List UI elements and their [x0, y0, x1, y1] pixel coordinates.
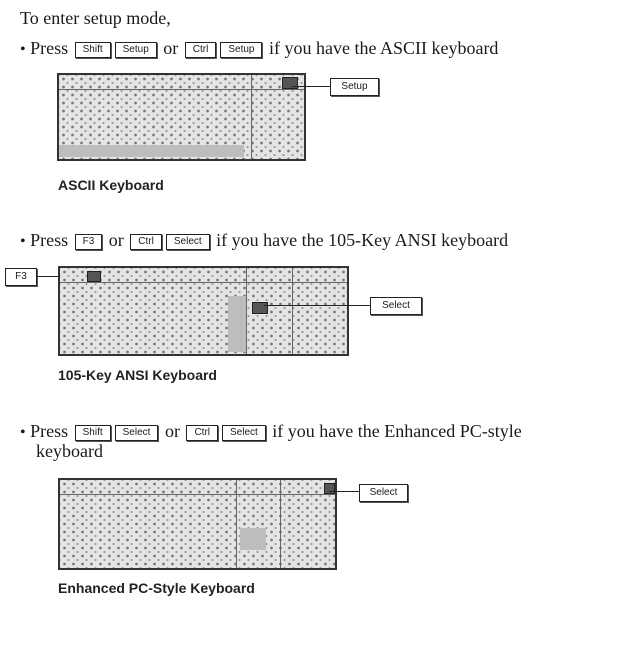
select-callout: Select — [370, 297, 422, 315]
or-label: or — [164, 421, 180, 441]
editing-divider — [246, 268, 247, 354]
ctrl-key: Ctrl — [185, 42, 217, 58]
enhanced-keyboard-caption: Enhanced PC-Style Keyboard — [58, 580, 255, 596]
shift-key: Shift — [75, 425, 111, 441]
f3-callout: F3 — [5, 268, 37, 286]
shaded-block — [228, 296, 246, 352]
enhanced-keyboard-illustration — [58, 478, 337, 570]
select-key: Select — [115, 425, 159, 441]
ansi-keyboard-caption: 105-Key ANSI Keyboard — [58, 367, 217, 383]
press-label: Press — [30, 230, 69, 250]
shift-key: Shift — [75, 42, 111, 58]
keyboard-condition: if you have the Enhanced PC-style — [272, 421, 522, 441]
select-key: Select — [222, 425, 266, 441]
f3-key-highlight — [87, 271, 101, 282]
select-key-highlight — [252, 302, 268, 314]
f3-key: F3 — [75, 234, 103, 250]
arrow-keys-block — [240, 528, 266, 550]
setup-callout: Setup — [330, 78, 379, 96]
bullet: • — [20, 424, 26, 441]
instruction-ascii — [20, 38, 498, 60]
select-callout: Select — [359, 484, 408, 502]
instruction-enhanced — [20, 421, 522, 443]
keyboard-condition: if you have the ASCII keyboard — [268, 38, 499, 58]
setup-key: Setup — [115, 42, 157, 58]
function-row — [60, 268, 347, 283]
or-label: or — [108, 230, 124, 250]
ascii-keyboard-caption: ASCII Keyboard — [58, 177, 164, 193]
select-key-highlight — [324, 483, 335, 494]
space-bar — [59, 145, 244, 157]
select-key: Select — [166, 234, 210, 250]
ansi-keyboard-illustration — [58, 266, 349, 356]
press-label: Press — [30, 38, 69, 58]
instruction-enhanced-continued: keyboard — [36, 441, 103, 461]
setup-key: Setup — [220, 42, 262, 58]
editing-divider — [236, 480, 237, 568]
keypad-divider — [251, 75, 252, 159]
instruction-ansi — [20, 230, 508, 252]
ctrl-key: Ctrl — [130, 234, 162, 250]
select-callout-line — [264, 305, 370, 306]
ctrl-key: Ctrl — [186, 425, 218, 441]
keypad-divider — [280, 480, 281, 568]
intro-text: To enter setup mode, — [20, 8, 171, 28]
press-label: Press — [30, 421, 69, 441]
bullet: • — [20, 233, 26, 250]
ascii-keyboard-illustration — [57, 73, 306, 161]
bullet: • — [20, 41, 26, 58]
or-label: or — [163, 38, 179, 58]
keyboard-condition: if you have the 105-Key ANSI keyboard — [216, 230, 509, 250]
setup-callout-line — [292, 86, 330, 87]
select-callout-line — [329, 491, 359, 492]
keypad-divider — [292, 268, 293, 354]
setup-key-highlight — [282, 77, 298, 89]
function-row — [60, 480, 335, 495]
function-row — [59, 75, 304, 90]
